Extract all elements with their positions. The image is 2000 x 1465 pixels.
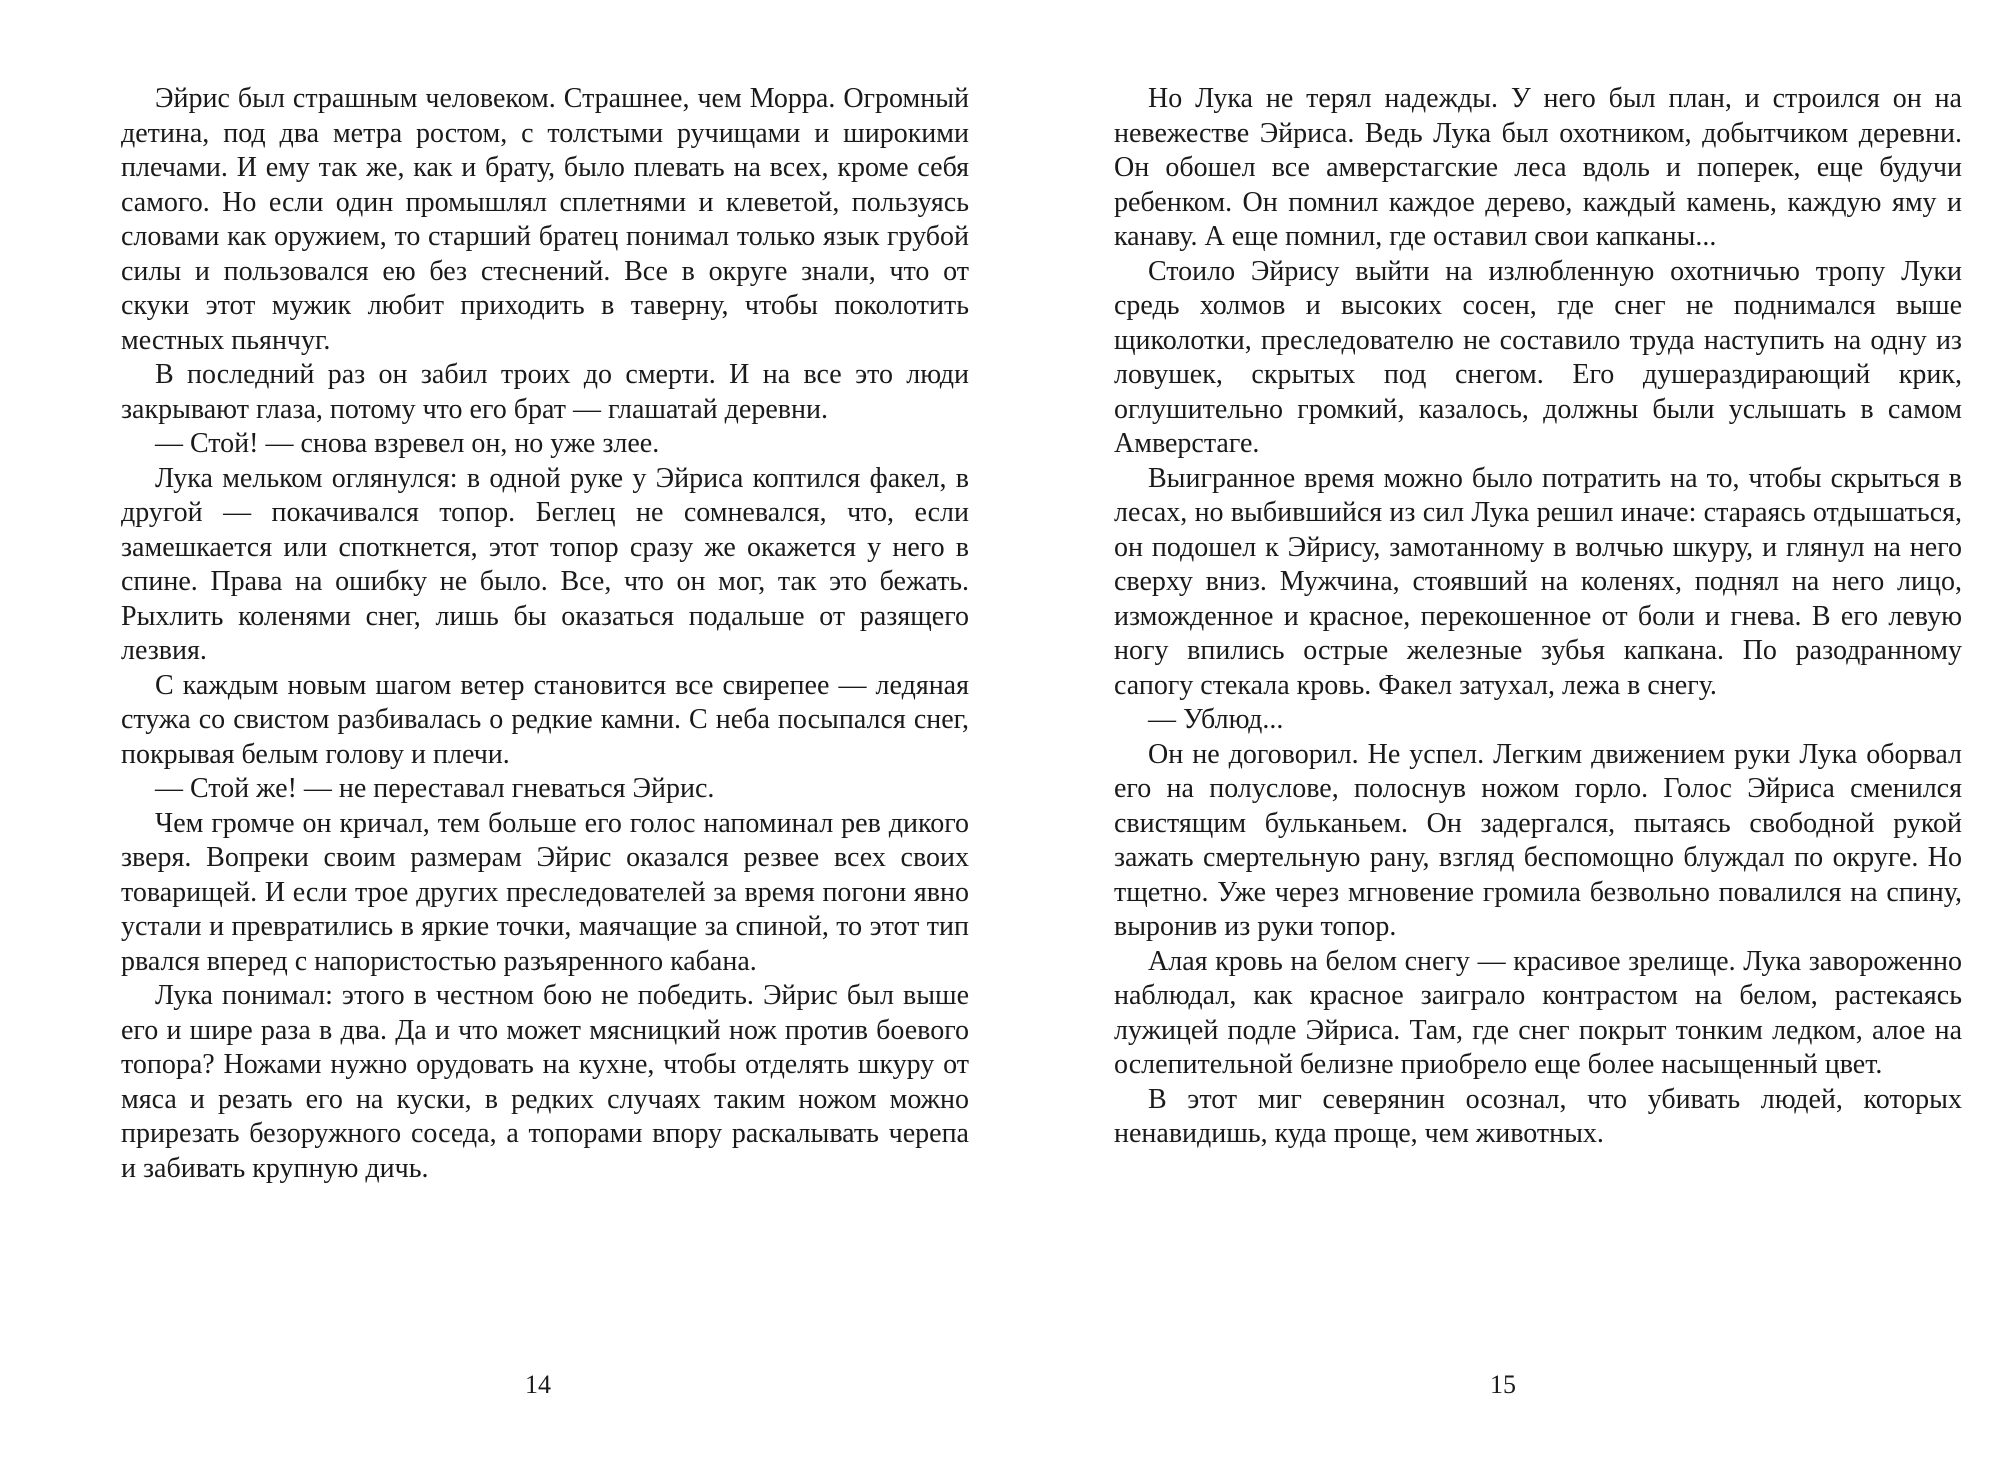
paragraph: Выигранное время можно было потратить на то, чтобы скрыться в лесах, но выбившийся из сил Лука решил иначе: стараясь отдышаться, он подошел к Эйрису, замотанному в волчью шкуру, и глянул на него сверху вниз. Мужчина, стоявший на коленях, поднял на него лицо, изможденное и красное, перекошенное от боли и гнева. В его левую ногу впились острые железные зубья капкана. По разодранному сапогу стекала кровь. Факел затухал, лежа в снегу.	[1114, 462, 1962, 701]
paragraph: Лука мельком оглянулся: в одной руке у Эйриса коптился факел, в другой — покачивался топор. Беглец не сомневался, что, если замешкается или споткнется, этот топор сразу же окажется у него в спине. Права на ошибку не было. Все, что он мог, так это бежать. Рыхлить коленями снег, лишь бы оказаться подальше от разящего лезвия.	[121, 462, 969, 666]
paragraph: Чем громче он кричал, тем больше его голос напоминал рев дикого зверя. Вопреки своим размерам Эйрис оказался резвее всех своих товарищей. И если трое других преследователей за время погони явно устали и превратились в яркие точки, маячащие за спиной, то этот тип рвался вперед с напористостью разъяренного кабана.	[121, 807, 969, 977]
paragraph: Алая кровь на белом снегу — красивое зрелище. Лука завороженно наблюдал, как красное заиграло контрастом на белом, растекаясь лужицей подле Эйриса. Там, где снег покрыт тонким ледком, алое на ослепительной белизне приобрело еще более насыщенный цвет.	[1114, 945, 1962, 1080]
paragraph: Он не договорил. Не успел. Легким движением руки Лука оборвал его на полуслове, полоснув ножом горло. Голос Эйриса сменился свистящим бульканьем. Он задергался, пытаясь свободной рукой зажать смертельную рану, взгляд беспомощно блуждал по округе. Но тщетно. Уже через мгновение громила безвольно повалился на спину, выронив из руки топор.	[1114, 738, 1962, 942]
paragraph: — Стой же! — не переставал гневаться Эйрис.	[155, 773, 715, 804]
left-page-text	[121, 82, 969, 1186]
paragraph: — Ублюд...	[1148, 704, 1284, 735]
paragraph: С каждым новым шагом ветер становится все свирепее — ледяная стужа со свистом разбивалась о редкие камни. С неба посыпался снег, покрывая белым голову и плечи.	[121, 669, 969, 770]
right-page	[1000, 0, 2000, 1465]
paragraph: Стоило Эйрису выйти на излюбленную охотничью тропу Луки средь холмов и высоких сосен, где снег не поднимался выше щиколотки, преследователю не составило труда наступить на одну из ловушек, скрытых под снегом. Его душераздирающий крик, оглушительно громкий, казалось, должны были услышать в самом Амверстаге.	[1114, 255, 1962, 459]
paragraph: В последний раз он забил троих до смерти. И на все это люди закрывают глаза, потому что его брат — глашатай деревни.	[121, 359, 969, 425]
page-number: 15	[1490, 1370, 1516, 1399]
paragraph: Лука понимал: этого в честном бою не победить. Эйрис был выше его и шире раза в два. Да и что может мясницкий нож против боевого топора? Ножами нужно орудовать на кухне, чтобы отделять шкуру от мяса и резать его на куски, в редких случаях таким ножом можно прирезать безоружного соседа, а топорами впору раскалывать черепа и забивать крупную дичь.	[121, 980, 969, 1184]
paragraph: Но Лука не терял надежды. У него был план, и строился он на невежестве Эйриса. Ведь Лука был охотником, добытчиком деревни. Он обошел все амверстагские леса вдоль и поперек, еще будучи ребенком. Он помнил каждое дерево, каждый камень, каждую яму и канаву. А еще помнил, где оставил свои капканы...	[1114, 83, 1962, 252]
paragraph: — Стой! — снова взревел он, но уже злее.	[155, 428, 660, 459]
page-number: 14	[525, 1370, 551, 1399]
paragraph: Эйрис был страшным человеком. Страшнее, чем Морра. Огромный детина, под два метра ростом, с толстыми ручищами и широкими плечами. И ему так же, как и брату, было плевать на всех, кроме себя самого. Но если один промышлял сплетнями и клеветой, пользуясь словами как оружием, то старший братец понимал только язык грубой силы и пользовался ею без стеснений. Все в округе знали, что от скуки этот мужик любит приходить в таверну, чтобы поколотить местных пьянчуг.	[121, 83, 969, 356]
paragraph: В этот миг северянин осознал, что убивать людей, которых ненавидишь, куда проще, чем животных.	[1114, 1083, 1962, 1149]
right-page-text	[1114, 82, 1962, 1152]
